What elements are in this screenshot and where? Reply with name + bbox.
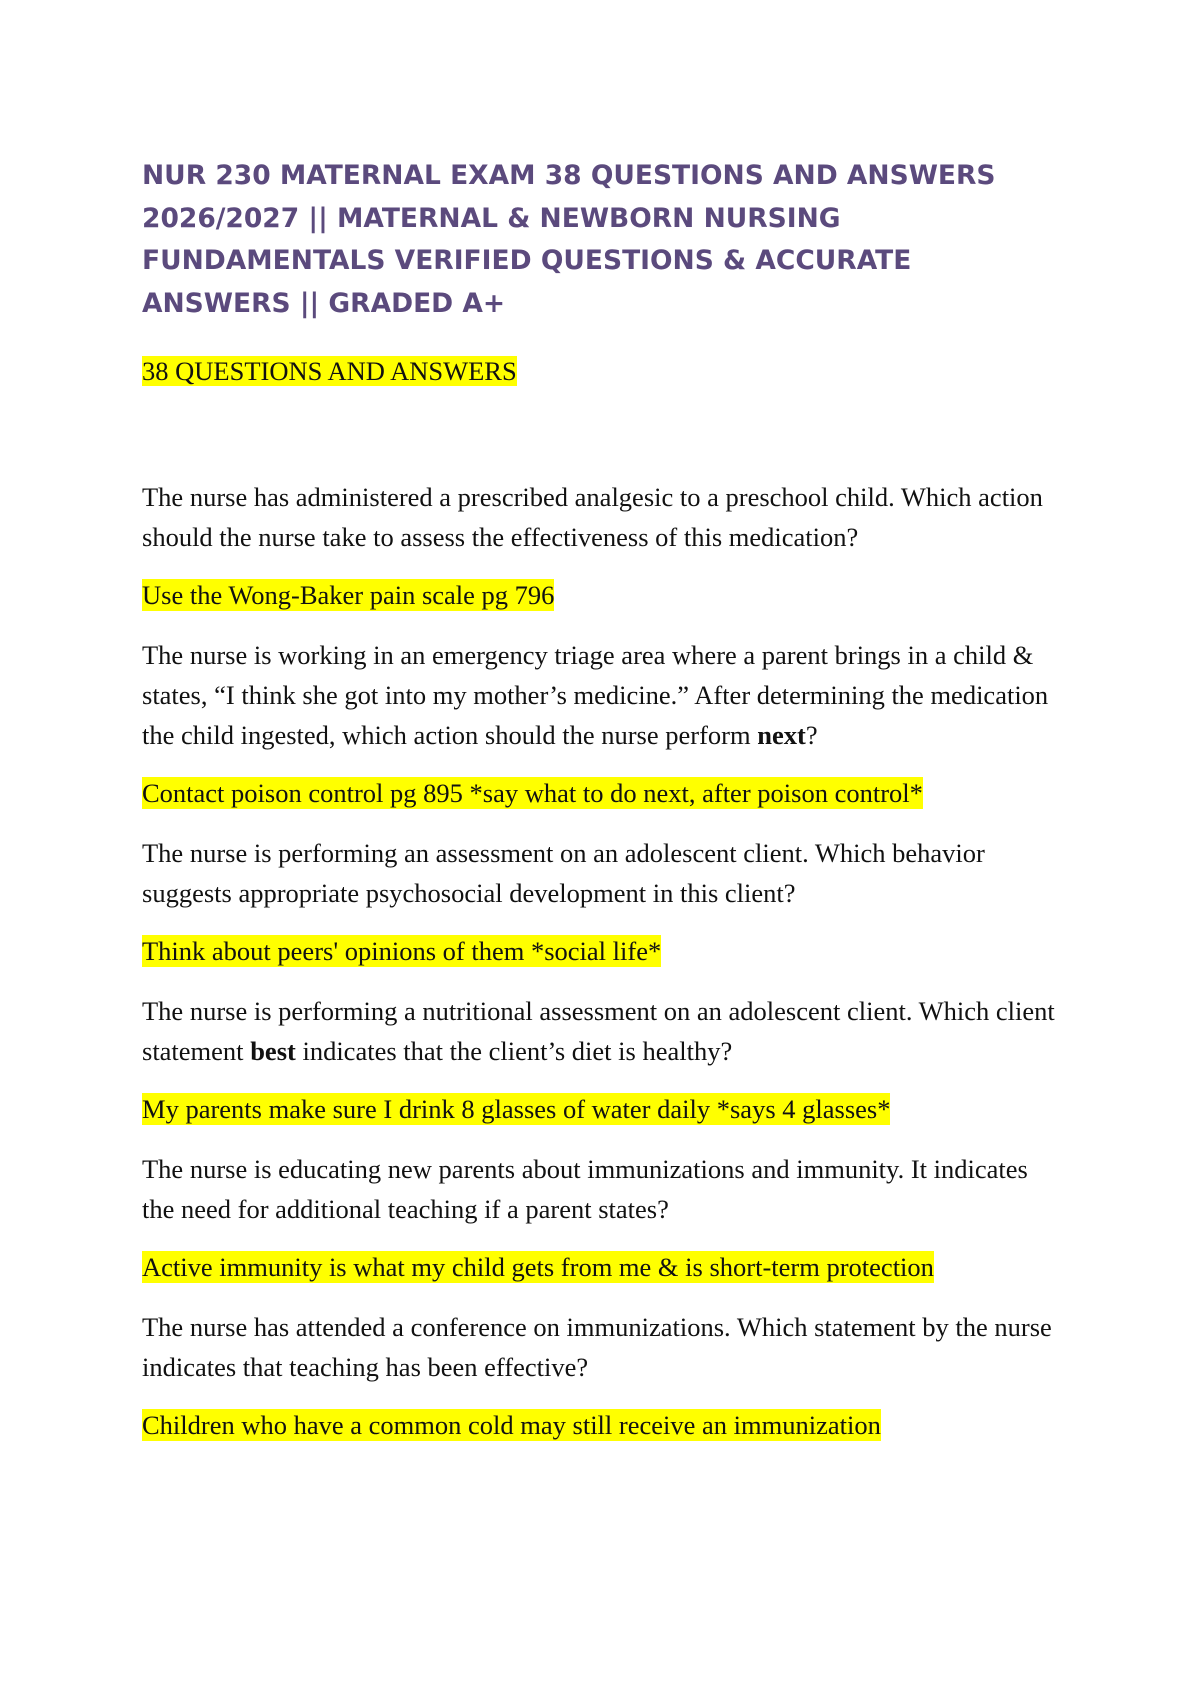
qa-item (142, 1149, 1062, 1285)
answer-line (142, 933, 1062, 969)
document-content (142, 155, 1062, 1465)
subtitle-block (142, 353, 1062, 393)
question-text: The nurse is performing an assessment on an adolescent client. Which behavior suggests appropriate psychosocial development in this client? (142, 838, 985, 908)
qa-item (142, 477, 1062, 613)
question-text: The nurse is educating new parents about immunizations and immunity. It indicates the need for additional teaching if a parent states? (142, 1154, 1028, 1224)
qa-item (142, 1307, 1062, 1443)
answer-highlight: Active immunity is what my child gets from me & is short-term protection (142, 1252, 934, 1282)
qa-item (142, 833, 1062, 969)
qa-item (142, 635, 1062, 811)
question-text: The nurse has attended a conference on immunizations. Which statement by the nurse indicates that teaching has been effective? (142, 1312, 1052, 1382)
answer-highlight: Contact poison control pg 895 *say what to do next, after poison control* (142, 778, 923, 808)
document-title: NUR 230 MATERNAL EXAM 38 QUESTIONS AND ANSWERS 2026/2027 || MATERNAL & NEWBORN NURSING FUNDAMENTALS VERIFIED QUESTIONS & ACCURATE ANSWERS || GRADED A+ (142, 160, 996, 319)
answer-highlight: Think about peers' opinions of them *social life* (142, 936, 662, 966)
qa-list (142, 477, 1062, 1443)
answer-line (142, 1091, 1062, 1127)
answer-highlight: My parents make sure I drink 8 glasses of water daily *says 4 glasses* (142, 1094, 891, 1124)
question-text: The nurse is working in an emergency triage area where a parent brings in a child & states, “I think she got into my mother’s medicine.” After determining the medication the child ingested, which action should the nurse perform next? (142, 640, 1049, 750)
qa-item (142, 991, 1062, 1127)
answer-line (142, 775, 1062, 811)
answer-line (142, 1407, 1062, 1443)
answer-line (142, 577, 1062, 613)
question-text: The nurse is performing a nutritional assessment on an adolescent client. Which client statement best indicates that the client’s diet is healthy? (142, 996, 1055, 1066)
answer-line (142, 1249, 1062, 1285)
answer-highlight: Use the Wong-Baker pain scale pg 796 (142, 580, 555, 610)
document-subtitle: 38 QUESTIONS AND ANSWERS (142, 356, 517, 386)
question-text: The nurse has administered a prescribed analgesic to a preschool child. Which action should the nurse take to assess the effectiveness of this medication? (142, 482, 1043, 552)
answer-highlight: Children who have a common cold may still receive an immunization (142, 1410, 881, 1440)
